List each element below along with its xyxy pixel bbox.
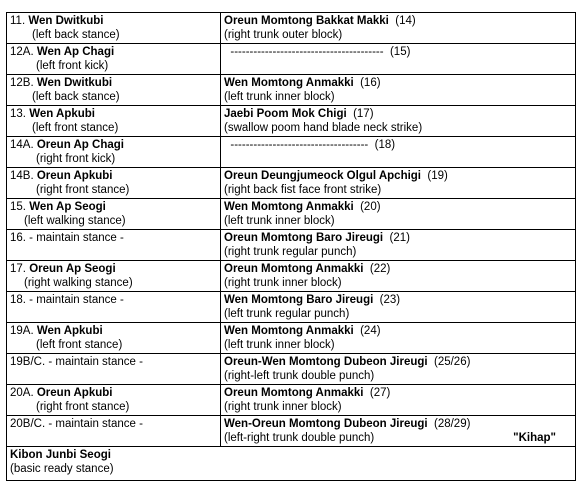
technique-translation-line [224, 245, 572, 259]
technique-cell [221, 168, 576, 199]
technique-translation-line [224, 276, 572, 290]
step-number: 20A. [10, 387, 37, 399]
technique-line [224, 200, 572, 214]
technique-cell [221, 106, 576, 137]
technique-cell [221, 230, 576, 261]
stance-line [10, 417, 217, 431]
stance-name: Wen Dwitkubi [28, 15, 104, 27]
stance-cell [7, 323, 221, 354]
technique-line [224, 386, 572, 400]
stance-line [10, 169, 217, 183]
technique-line [224, 169, 572, 183]
technique-line [224, 138, 572, 152]
step-number: 20B/C. - maintain stance - [10, 418, 143, 430]
final-stance-translation: (basic ready stance) [10, 463, 114, 475]
step-number: 14B. [10, 170, 37, 182]
table-row [7, 106, 576, 137]
stance-cell [7, 75, 221, 106]
stance-line [10, 355, 217, 369]
table-row [7, 199, 576, 230]
step-number: 19A. [10, 325, 37, 337]
move-count: (22) [363, 263, 391, 275]
move-count: (19) [421, 170, 448, 182]
technique-line [224, 355, 572, 369]
technique-name: Oreun Momtong Baro Jireugi [224, 232, 384, 244]
technique-translation: (right trunk regular punch) [224, 246, 357, 258]
final-stance-name: Kibon Junbi Seogi [10, 449, 111, 461]
technique-translation-line [224, 338, 572, 352]
technique-cell [221, 292, 576, 323]
table-row [7, 416, 576, 447]
technique-name: Oreun Momtong Bakkat Makki [224, 15, 389, 27]
table-row [7, 354, 576, 385]
table-row [7, 13, 576, 44]
technique-cell [221, 199, 576, 230]
stance-name: Oreun Ap Chagi [36, 139, 124, 151]
stance-translation: (right walking stance) [24, 277, 133, 289]
table-row [7, 261, 576, 292]
stance-line [10, 45, 217, 59]
poomsae-table-document [6, 12, 575, 481]
stance-cell [7, 385, 221, 416]
technique-name: Oreun Momtong Anmakki [224, 263, 364, 275]
move-count: (23) [373, 294, 401, 306]
technique-cell [221, 75, 576, 106]
stance-name: Oreun Apkubi [36, 170, 113, 182]
step-number: 12A. [10, 46, 37, 58]
stance-line [10, 200, 217, 214]
technique-line [224, 324, 572, 338]
table-row [7, 137, 576, 168]
technique-translation-line [224, 400, 572, 414]
technique-cell [221, 44, 576, 75]
step-number: 12B. [10, 77, 37, 89]
move-count: (28/29) [427, 418, 471, 430]
stance-cell [7, 13, 221, 44]
technique-translation: (right-left trunk double punch) [224, 370, 375, 382]
move-count: (14) [388, 15, 416, 27]
technique-cell [221, 354, 576, 385]
stance-translation: (right front stance) [36, 401, 130, 413]
technique-name: Wen Momtong Anmakki [224, 201, 354, 213]
technique-cell [221, 323, 576, 354]
stance-cell [7, 168, 221, 199]
table-row [7, 75, 576, 106]
table-row [7, 230, 576, 261]
stance-name: Wen Ap Seogi [29, 201, 106, 213]
technique-name: Oreun-Wen Momtong Dubeon Jireugi [224, 356, 428, 368]
final-cell [7, 447, 576, 481]
technique-translation-line [224, 90, 572, 104]
technique-translation-line [224, 214, 572, 228]
step-number: 19B/C. - maintain stance - [10, 356, 143, 368]
stance-name: Wen Ap Chagi [36, 46, 115, 58]
technique-line [224, 262, 572, 276]
table-row [7, 385, 576, 416]
technique-line [224, 417, 572, 431]
technique-line [224, 45, 572, 59]
stance-translation: (right front stance) [36, 184, 130, 196]
stance-cell [7, 354, 221, 385]
technique-line [224, 76, 572, 90]
technique-translation: (right trunk inner block) [224, 401, 342, 413]
poomsae-table [6, 12, 576, 481]
move-count: (16) [353, 77, 381, 89]
stance-translation: (left front kick) [36, 60, 109, 72]
move-count: ---------------------------------------- (15) [224, 46, 411, 58]
step-number: 18. - maintain stance - [10, 294, 124, 306]
step-number: 17. [10, 263, 30, 275]
technique-line [224, 293, 572, 307]
move-count: (25/26) [427, 356, 471, 368]
stance-cell [7, 230, 221, 261]
technique-line [224, 107, 572, 121]
stance-name: Wen Apkubi [29, 108, 95, 120]
stance-line [10, 262, 217, 276]
stance-line [10, 324, 217, 338]
step-number: 14A. [10, 139, 37, 151]
move-count: (27) [363, 387, 391, 399]
stance-cell [7, 261, 221, 292]
technique-name: Wen Momtong Anmakki [224, 325, 354, 337]
stance-name: Oreun Apkubi [36, 387, 113, 399]
move-count: ------------------------------------ (18) [224, 139, 396, 151]
stance-cell [7, 137, 221, 168]
stance-line [10, 14, 217, 28]
stance-line [10, 107, 217, 121]
technique-translation-line [224, 28, 572, 42]
technique-translation: (right back fist face front strike) [224, 184, 382, 196]
stance-translation: (left back stance) [32, 91, 120, 103]
table-row [7, 44, 576, 75]
stance-name: Wen Dwitkubi [36, 77, 113, 89]
technique-translation: (swallow poom hand blade neck strike) [224, 122, 423, 134]
technique-translation-line [224, 307, 572, 321]
stance-cell [7, 199, 221, 230]
technique-translation: (right trunk outer block) [224, 29, 343, 41]
technique-translation: (right trunk inner block) [224, 277, 342, 289]
technique-name: Wen Momtong Baro Jireugi [224, 294, 374, 306]
stance-cell [7, 106, 221, 137]
stance-cell [7, 416, 221, 447]
move-count: (20) [353, 201, 381, 213]
technique-translation: (left trunk inner block) [224, 215, 335, 227]
step-number: 13. [10, 108, 30, 120]
move-count: (21) [383, 232, 410, 244]
table-row [7, 168, 576, 199]
technique-cell [221, 13, 576, 44]
stance-translation: (right front kick) [36, 153, 116, 165]
technique-translation: (left-right trunk double punch) [224, 432, 375, 444]
stance-name: Wen Apkubi [36, 325, 103, 337]
technique-translation: (left trunk regular punch) [224, 308, 350, 320]
technique-cell [221, 416, 576, 447]
stance-translation: (left front stance) [32, 122, 119, 134]
stance-translation: (left back stance) [32, 29, 120, 41]
technique-name: Wen-Oreun Momtong Dubeon Jireugi [224, 418, 428, 430]
stance-name: Oreun Ap Seogi [29, 263, 116, 275]
technique-translation-line [224, 183, 572, 197]
technique-name: Wen Momtong Anmakki [224, 77, 354, 89]
technique-cell [221, 385, 576, 416]
stance-line [10, 293, 217, 307]
technique-translation-line [224, 369, 572, 383]
final-row [7, 447, 576, 481]
table-body [7, 13, 576, 481]
stance-line [10, 138, 217, 152]
stance-cell [7, 292, 221, 323]
stance-line [10, 76, 217, 90]
stance-line [10, 231, 217, 245]
stance-translation: (left front stance) [36, 339, 123, 351]
table-row [7, 292, 576, 323]
technique-cell [221, 137, 576, 168]
technique-name: Oreun Momtong Anmakki [224, 387, 364, 399]
step-number: 16. - maintain stance - [10, 232, 124, 244]
stance-translation: (left walking stance) [24, 215, 126, 227]
step-number: 11. [10, 15, 29, 27]
technique-translation: (left trunk inner block) [224, 339, 335, 351]
kihap-label: "Kihap" [513, 432, 556, 444]
stance-cell [7, 44, 221, 75]
technique-line [224, 231, 572, 245]
technique-line [224, 14, 572, 28]
table-row [7, 323, 576, 354]
technique-name: Oreun Deungjumeock Olgul Apchigi [224, 170, 422, 182]
move-count: (17) [346, 108, 374, 120]
stance-line [10, 386, 217, 400]
move-count: (24) [353, 325, 381, 337]
technique-translation-line [224, 121, 572, 135]
technique-translation: (left trunk inner block) [224, 91, 335, 103]
technique-cell [221, 261, 576, 292]
technique-translation-line [224, 431, 572, 445]
technique-name: Jaebi Poom Mok Chigi [224, 108, 347, 120]
step-number: 15. [10, 201, 30, 213]
